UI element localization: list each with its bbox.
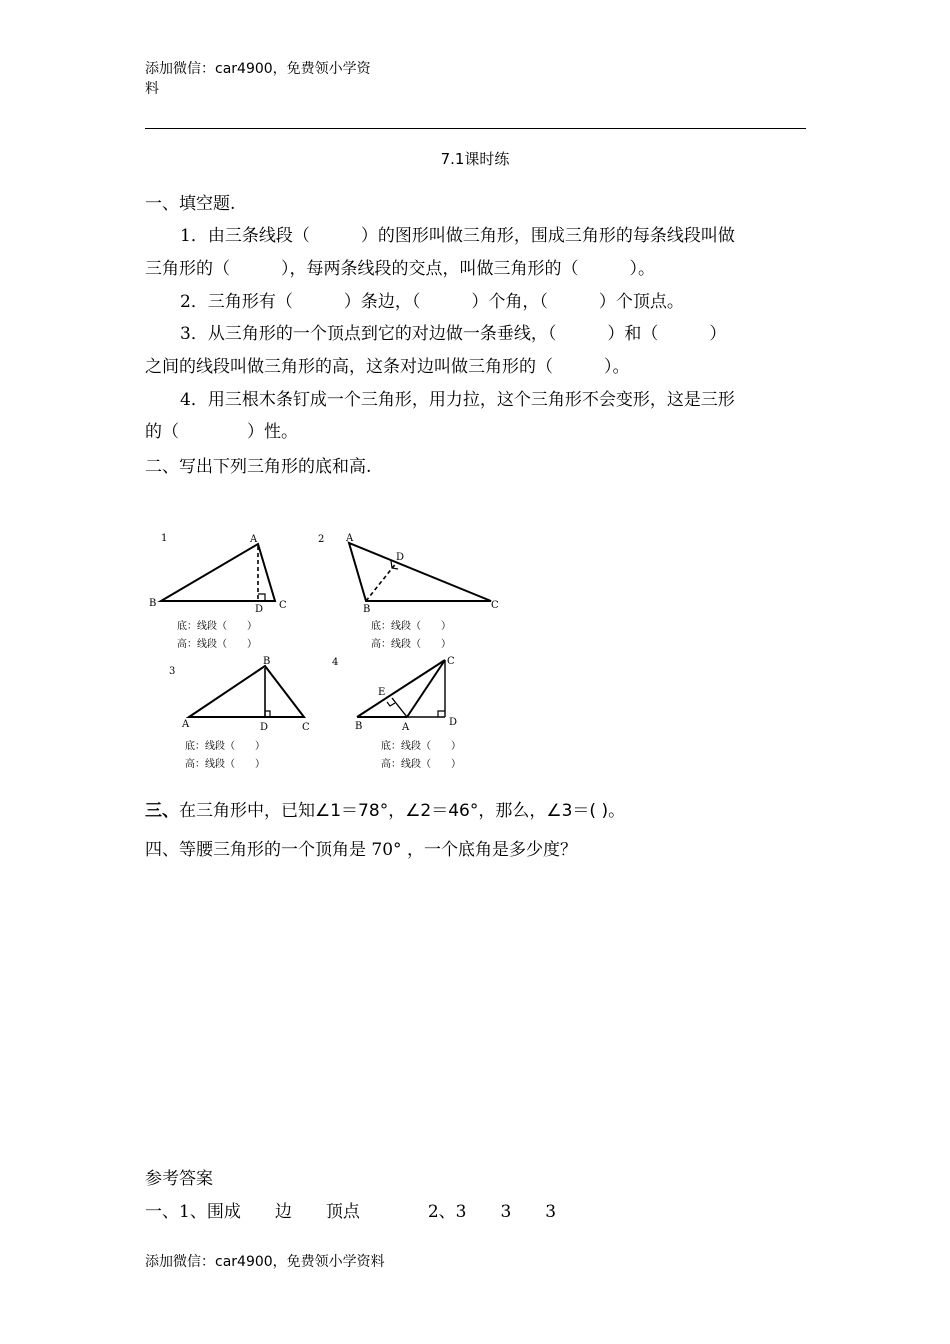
figure3-base: 底：线段（ ） <box>185 741 265 752</box>
figure2-height: 高：线段（ ） <box>371 639 451 650</box>
figure4-label-b: B <box>355 721 363 732</box>
question3-line2: 之间的线段叫做三角形的高，这条对边叫做三角形的（ ）。 <box>145 357 630 377</box>
figure1-base: 底：线段（ ） <box>177 621 257 632</box>
figure3-label-b: B <box>263 656 271 667</box>
watermark-top-line2: 料 <box>145 81 159 97</box>
watermark-top-line1: 添加微信：car4900，免费领小学资 <box>145 61 371 77</box>
section1-heading: 一、填空题. <box>145 194 236 214</box>
section2-heading: 二、写出下列三角形的底和高. <box>145 457 372 477</box>
triangle-figure-4 <box>357 660 445 717</box>
figure4-base: 底：线段（ ） <box>381 741 461 752</box>
figure2-label-a: A <box>346 533 354 544</box>
figure2-label-c: C <box>491 600 499 611</box>
section3-text: 在三角形中，已知∠1＝78°，∠2＝46°，那么，∠3＝( )。 <box>179 801 626 821</box>
question1-line2: 三角形的（ ），每两条线段的交点，叫做三角形的（ ）。 <box>145 259 655 279</box>
figure4-number: 4 <box>332 657 339 668</box>
figure2-number: 2 <box>318 534 325 545</box>
question3-line1: 3．从三角形的一个顶点到它的对边做一条垂线，（ ）和（ ） <box>180 324 727 344</box>
figure4-label-d: D <box>449 717 458 728</box>
figure1-label-a: A <box>250 534 258 545</box>
question1-line1: 1．由三条线段（ ）的图形叫做三角形，围成三角形的每条线段叫做 <box>180 226 735 246</box>
section4: 四、等腰三角形的一个顶角是 70° ，一个底角是多少度？ <box>145 840 577 860</box>
page-title: 7.1课时练 <box>440 150 510 168</box>
figure3-label-d: D <box>260 722 269 733</box>
figure1-label-d: D <box>255 604 264 615</box>
figure1-height: 高：线段（ ） <box>177 639 257 650</box>
watermark-bottom: 添加微信：car4900，免费领小学资料 <box>145 1254 385 1270</box>
figure3-label-a: A <box>182 719 190 730</box>
triangle-figure-1 <box>161 544 275 601</box>
question4-line1: 4．用三根木条钉成一个三角形，用力拉，这个三角形不会变形，这是三形 <box>180 390 735 410</box>
section3 <box>145 796 625 821</box>
question2: 2．三角形有（ ）条边，（ ）个角，（ ）个顶点。 <box>180 292 684 312</box>
figure4-label-c: C <box>447 656 455 667</box>
figure2-label-d: D <box>396 552 405 563</box>
triangle-figure-2 <box>349 543 491 601</box>
figure3-height: 高：线段（ ） <box>185 759 265 770</box>
figure3-label-c: C <box>302 722 310 733</box>
answers-line1: 一、1、围成 边 顶点 2、3 3 3 <box>145 1202 557 1222</box>
question4-line2: 的（ ）性。 <box>145 422 298 442</box>
figure1-number: 1 <box>161 533 168 544</box>
figure4-label-e: E <box>378 687 386 698</box>
figure2-label-b: B <box>363 604 371 615</box>
triangle-figure-3 <box>189 666 304 717</box>
figure2-base: 底：线段（ ） <box>371 621 451 632</box>
figure1-label-c: C <box>279 600 287 611</box>
answers-heading: 参考答案 <box>145 1169 213 1189</box>
figure3-number: 3 <box>169 666 176 677</box>
figure4-label-a: A <box>402 722 410 733</box>
section3-prefix: 三、 <box>145 801 179 821</box>
figure4-height: 高：线段（ ） <box>381 759 461 770</box>
figure1-label-b: B <box>149 598 157 609</box>
